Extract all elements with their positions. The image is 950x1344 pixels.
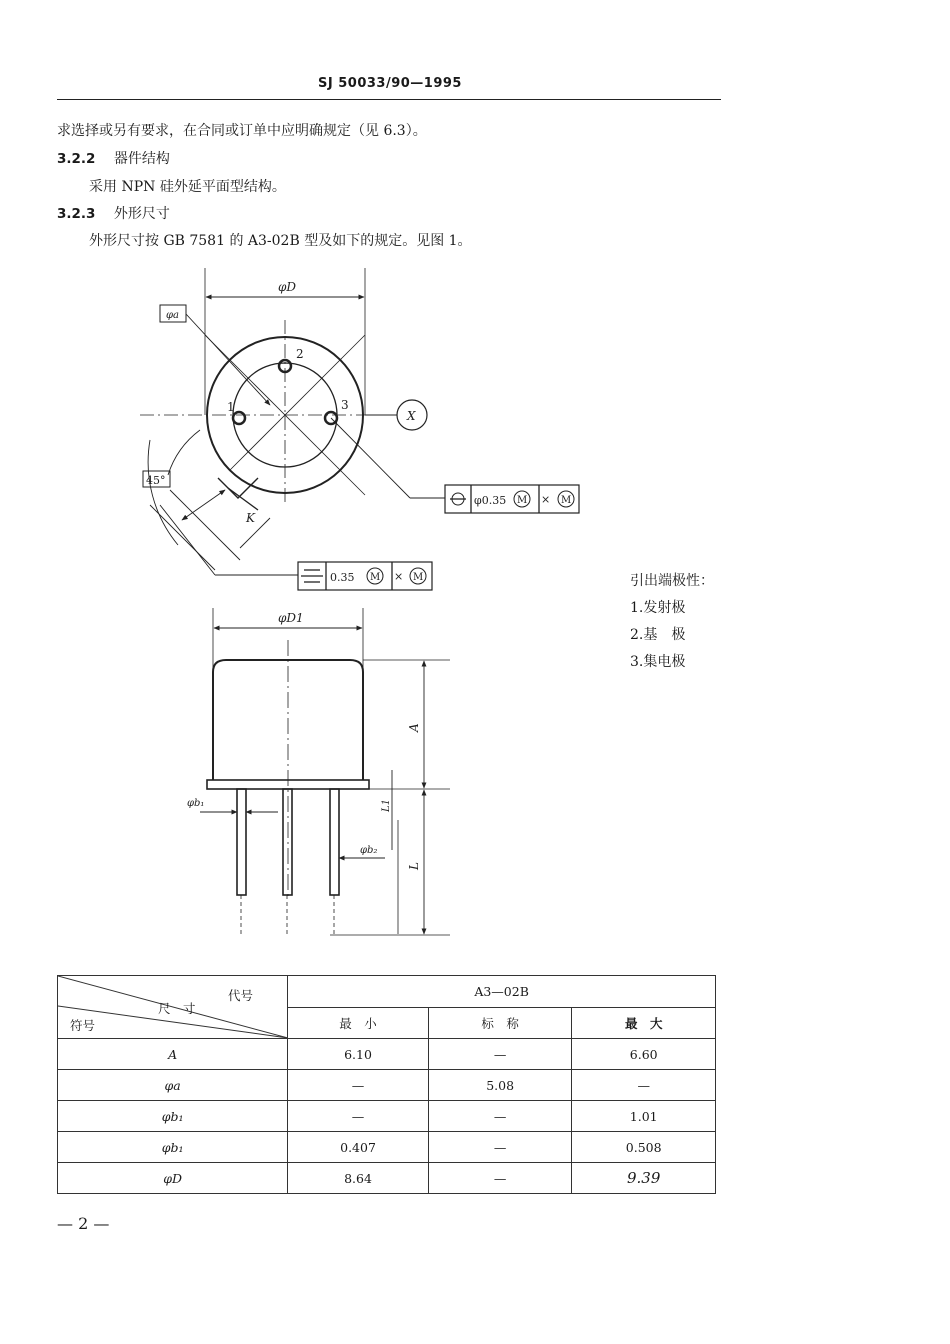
section-3-2-3-text: 外形尺寸按 GB 7581 的 A3-02B 型及如下的规定。见图 1。 xyxy=(89,233,472,249)
table-row: φD 8.64 — 9.39 xyxy=(58,1163,716,1194)
section-number: 3.2.2 xyxy=(57,151,96,167)
dim-b2-label: φb₂ xyxy=(360,845,378,856)
table-corner-cell xyxy=(58,976,288,1039)
table-row: A 6.10 — 6.60 xyxy=(58,1039,716,1070)
sym-tol-ref: M xyxy=(413,572,424,583)
pin-1 xyxy=(233,412,245,424)
col-header-nom: 标 称 xyxy=(428,1007,572,1039)
table-row: φb₁ — — 1.01 xyxy=(58,1101,716,1132)
corner-code-label: 代号 xyxy=(228,988,254,1003)
pin-3-label: 3 xyxy=(341,398,349,412)
section-number: 3.2.3 xyxy=(57,206,96,222)
dim-D-label: φD xyxy=(278,280,297,294)
section-title: 器件结构 xyxy=(113,151,170,167)
section-3-2-2-text: 采用 NPN 硅外延平面型结构。 xyxy=(89,179,286,195)
table-row: φb₁ 0.407 — 0.508 xyxy=(58,1132,716,1163)
page-number: — 2 — xyxy=(57,1214,110,1233)
sym-tol-modifier: M xyxy=(370,572,381,583)
section-title: 外形尺寸 xyxy=(113,206,170,222)
dim-K-label: K xyxy=(246,511,255,525)
sym-tol-value: 0.35 xyxy=(330,571,355,584)
pos-tol-value: φ0.35 xyxy=(474,494,507,507)
pin-1-label: 1 xyxy=(227,400,235,414)
sym-tol-cross: × xyxy=(394,570,404,583)
dim-L-label: L xyxy=(407,862,421,870)
dim-a-label: φa xyxy=(166,310,179,321)
pin-2-label: 2 xyxy=(296,347,304,361)
dim-L1-label: L1 xyxy=(381,798,392,812)
dimension-table xyxy=(57,975,716,1194)
table-row: φa — 5.08 — xyxy=(58,1070,716,1101)
datum-x-label: X xyxy=(407,409,416,423)
col-header-max: 最 大 xyxy=(572,1007,716,1039)
pos-tol-ref: M xyxy=(561,495,572,506)
dim-b1-label: φb₁ xyxy=(187,798,205,809)
corner-symbol-label: 符号 xyxy=(70,1018,96,1033)
col-header-min: 最 小 xyxy=(288,1007,429,1039)
polarity-legend-item: 3.集电极 xyxy=(630,654,686,670)
pos-tol-modifier: M xyxy=(517,495,528,506)
table-group-header: A3—02B xyxy=(288,976,716,1008)
polarity-legend-item: 1.发射极 xyxy=(630,600,686,616)
polarity-legend-title: 引出端极性： xyxy=(630,573,714,589)
pos-tol-cross: × xyxy=(541,493,551,506)
dim-A-label: A xyxy=(407,723,421,732)
standard-code: SJ 50033/90—1995 xyxy=(318,76,462,91)
polarity-legend-item: 2.基 极 xyxy=(630,627,686,643)
continuation-line: 求选择或另有要求，在合同或订单中应明确规定（见 6.3）。 xyxy=(57,123,427,139)
dim-D1-label: φD1 xyxy=(278,611,304,625)
angle-label: 45° xyxy=(146,474,166,487)
corner-size-label: 尺 寸 xyxy=(158,1001,196,1016)
